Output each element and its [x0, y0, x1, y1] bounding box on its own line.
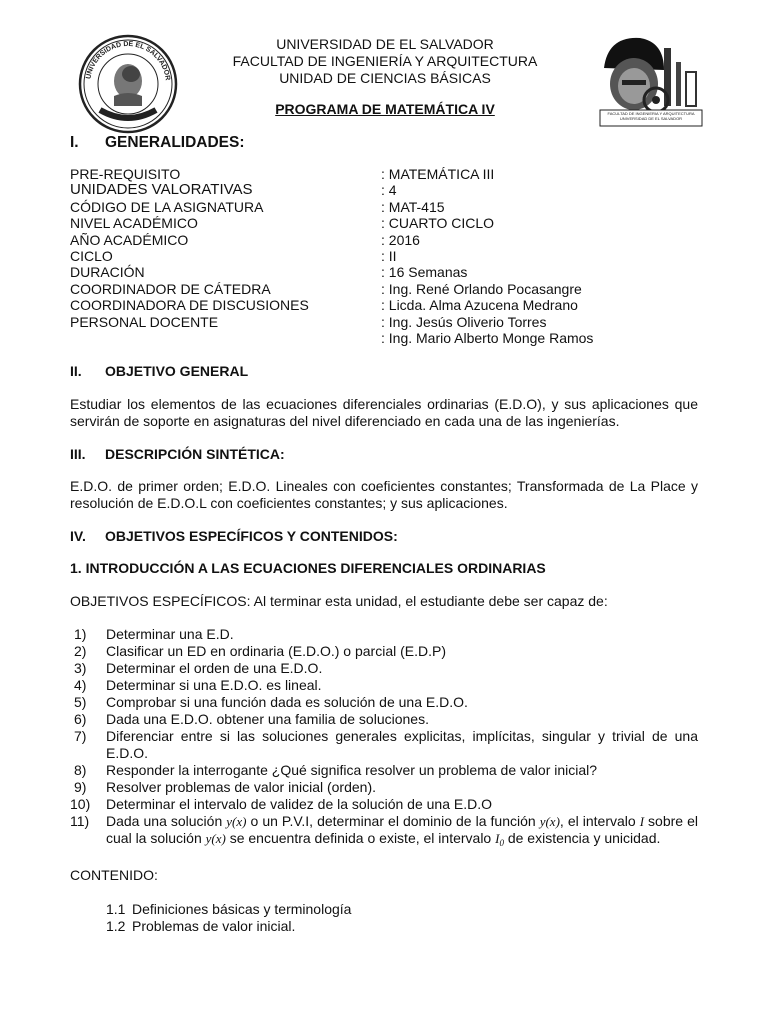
row-key: CÓDIGO DE LA ASIGNATURA: [70, 199, 264, 215]
generalidades-row: [70, 330, 710, 346]
generalidades-row: [70, 264, 710, 280]
text-run: se encuentra definida o existe, el intervalo: [225, 830, 496, 846]
objetivos-intro: OBJETIVOS ESPECÍFICOS: Al terminar esta unidad, el estudiante debe ser capaz de:: [70, 593, 608, 609]
section-number: I.: [70, 134, 79, 151]
section-number: III.: [70, 446, 86, 462]
item-text: Clasificar un ED en ordinaria (E.D.O.) o parcial (E.D.P): [106, 643, 446, 659]
section-generalidades-heading: [70, 134, 245, 152]
faculty-emblem-icon: [598, 28, 704, 128]
item-number: 1): [74, 626, 87, 642]
item-number: 4): [74, 677, 87, 693]
list-item: [70, 813, 698, 852]
row-key: UNIDADES VALORATIVAS: [70, 181, 253, 198]
section-number: II.: [70, 363, 82, 379]
section-title: DESCRIPCIÓN SINTÉTICA:: [105, 446, 285, 462]
item-text: Diferenciar entre si las soluciones generales explicitas, implícitas, singular y trivial de una E.D.O.: [106, 728, 698, 761]
row-key: COORDINADORA DE DISCUSIONES: [70, 297, 309, 313]
row-key: PERSONAL DOCENTE: [70, 314, 219, 330]
generalidades-row: [70, 248, 710, 264]
row-key: CICLO: [70, 248, 113, 264]
item-number: 3): [74, 660, 87, 676]
item-text: Dada una E.D.O. obtener una familia de soluciones.: [106, 711, 429, 727]
item-number: 10): [70, 796, 91, 812]
item-number: 6): [74, 711, 87, 727]
text-run: Dada una solución: [106, 813, 227, 829]
math-yx: y(x): [205, 831, 226, 846]
list-item: [70, 643, 698, 660]
section-number: IV.: [70, 528, 86, 544]
item-text: Definiciones básicas y terminología: [132, 901, 352, 917]
header-university: UNIVERSIDAD DE EL SALVADOR: [276, 36, 494, 52]
contenido-label: CONTENIDO:: [70, 867, 158, 883]
list-item: [70, 728, 698, 762]
generalidades-row: [70, 215, 710, 231]
item-number: 11): [70, 813, 90, 829]
row-value: : 4: [381, 182, 397, 198]
row-value: : Ing. Jesús Oliverio Torres: [381, 314, 547, 330]
item-text: Determinar el orden de una E.D.O.: [106, 660, 323, 676]
generalidades-row: [70, 166, 710, 182]
list-item: [70, 779, 698, 796]
text-run: sobre el cual la solución: [106, 813, 698, 846]
generalidades-row: [70, 182, 710, 198]
objetivo-general-text: Estudiar los elementos de las ecuaciones diferenciales ordinarias (E.D.O), y sus aplicaciones que servirán de soporte en asignaturas del nivel diferenciado en cada una de las ingenierías.: [70, 396, 698, 429]
list-item: [106, 918, 351, 935]
generalidades-row: [70, 281, 710, 297]
item-number: 5): [74, 694, 87, 710]
item-text: Problemas de valor inicial.: [132, 918, 296, 934]
item-text: Responder la interrogante ¿Qué significa resolver un problema de valor inicial?: [106, 762, 598, 778]
item-number: 1.1: [106, 901, 126, 917]
text-run: de existencia y unicidad.: [503, 830, 661, 846]
row-value: : 2016: [381, 232, 420, 248]
item-number: 9): [74, 779, 87, 795]
section-objetivo-general-heading: [70, 363, 248, 379]
section-title: GENERALIDADES:: [105, 134, 245, 151]
contenido-list: [106, 901, 351, 935]
math-subscript: 0: [499, 838, 504, 848]
descripcion-text: E.D.O. de primer orden; E.D.O. Lineales con coeficientes constantes; Transformada de La Place y resolución de E.D.O.L con coeficientes constantes; y sus aplicaciones.: [70, 478, 698, 511]
item-text: Determinar si una E.D.O. es lineal.: [106, 677, 322, 693]
row-key: AÑO ACADÉMICO: [70, 232, 189, 248]
list-item: [70, 711, 698, 728]
seal-ring-text: UNIVERSIDAD DE EL SALVADOR: [85, 40, 171, 81]
program-title: PROGRAMA DE MATEMÁTICA IV: [275, 101, 495, 117]
header-unit: UNIDAD DE CIENCIAS BÁSICAS: [279, 70, 491, 86]
row-key: DURACIÓN: [70, 264, 145, 280]
row-value: : Licda. Alma Azucena Medrano: [381, 297, 578, 313]
generalidades-row: [70, 199, 710, 215]
row-value: : CUARTO CICLO: [381, 215, 495, 231]
row-value: : MAT-415: [381, 199, 445, 215]
item-text: Comprobar si una función dada es solución de una E.D.O.: [106, 694, 468, 710]
item-number: 8): [74, 762, 87, 778]
row-key: PRE-REQUISITO: [70, 166, 181, 182]
row-value: : Ing. Mario Alberto Monge Ramos: [381, 330, 594, 346]
math-interval: I: [639, 814, 645, 829]
item-text: [106, 813, 698, 846]
unit1-title: 1. INTRODUCCIÓN A LAS ECUACIONES DIFERENCIALES ORDINARIAS: [70, 560, 546, 576]
list-item: [70, 762, 698, 779]
item-number: 7): [74, 728, 87, 744]
objetivos-list: [70, 626, 698, 852]
text-run: , el intervalo: [559, 813, 640, 829]
math-interval-0: I: [495, 831, 500, 846]
row-value: : 16 Semanas: [381, 264, 468, 280]
document-header: [180, 36, 590, 87]
section-objetivos-heading: [70, 528, 398, 544]
item-text: Determinar una E.D.: [106, 626, 234, 642]
row-value: : Ing. René Orlando Pocasangre: [381, 281, 582, 297]
item-number: 1.2: [106, 918, 126, 934]
row-key: COORDINADOR DE CÁTEDRA: [70, 281, 271, 297]
generalidades-row: [70, 297, 710, 313]
list-item: [70, 626, 698, 643]
university-seal-icon: [78, 34, 178, 134]
math-yx: y(x): [539, 814, 560, 829]
row-value: : II: [381, 248, 397, 264]
list-item: [70, 796, 698, 813]
section-title: OBJETIVOS ESPECÍFICOS Y CONTENIDOS:: [105, 528, 398, 544]
item-text: Determinar el intervalo de validez de la solución de una E.D.O: [106, 796, 492, 812]
item-text: Resolver problemas de valor inicial (orden).: [106, 779, 377, 795]
generalidades-row: [70, 232, 710, 248]
list-item: [70, 694, 698, 711]
section-descripcion-heading: [70, 446, 285, 462]
section-title: OBJETIVO GENERAL: [105, 363, 249, 379]
generalidades-row: [70, 314, 710, 330]
list-item: [106, 901, 351, 918]
header-faculty: FACULTAD DE INGENIERÍA Y ARQUITECTURA: [232, 53, 538, 69]
row-value: : MATEMÁTICA III: [381, 166, 495, 182]
math-yx: y(x): [226, 814, 247, 829]
row-key: NIVEL ACADÉMICO: [70, 215, 198, 231]
item-number: 2): [74, 643, 87, 659]
list-item: [70, 677, 698, 694]
emblem-caption: FACULTAD DE INGENIERIA Y ARQUITECTURA UNIVERSIDAD DE EL SALVADOR: [607, 111, 695, 121]
text-run: o un P.V.I, determinar el dominio de la función: [246, 813, 540, 829]
list-item: [70, 660, 698, 677]
